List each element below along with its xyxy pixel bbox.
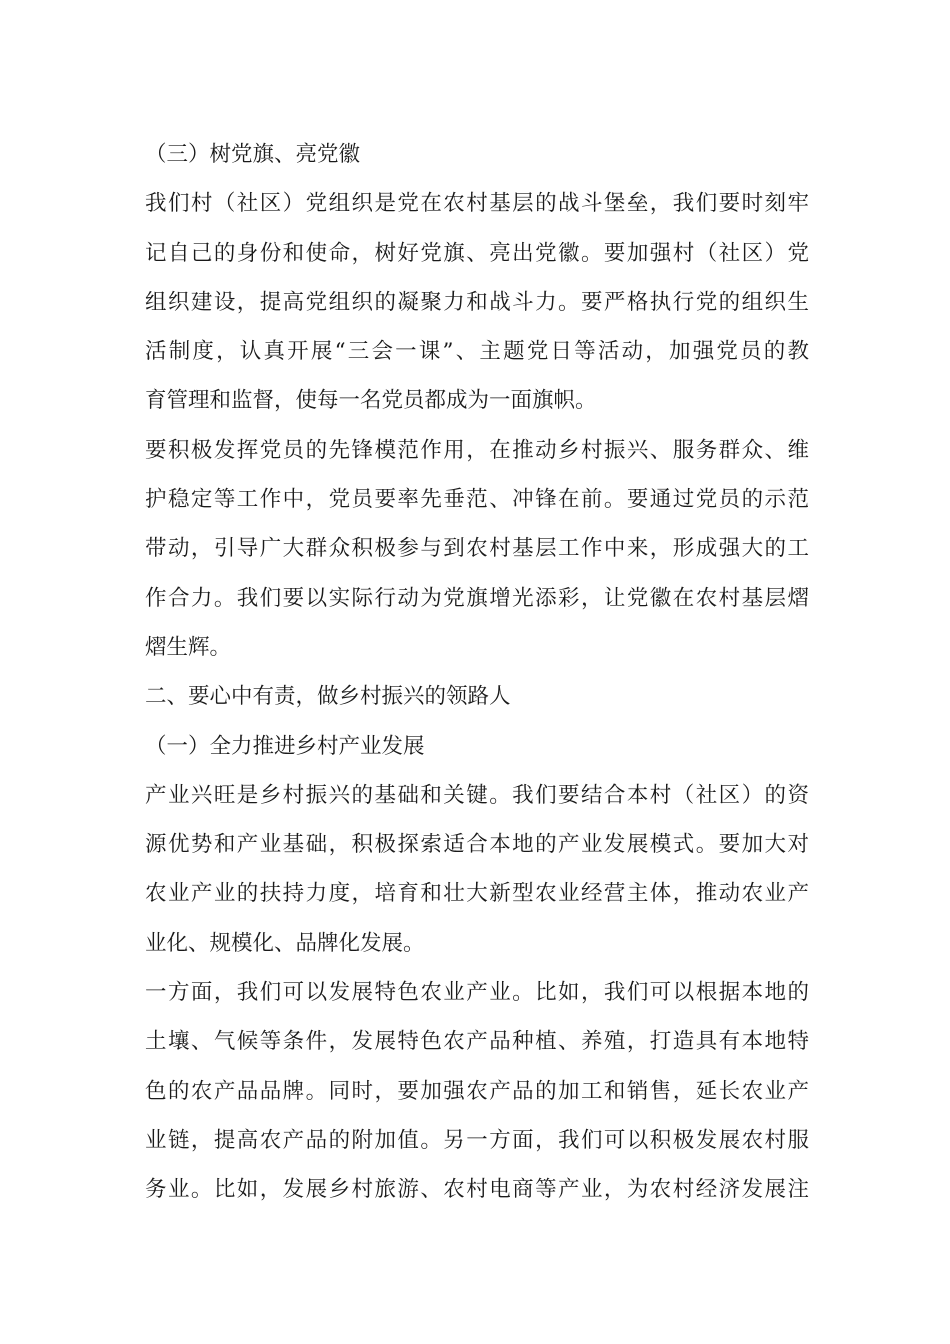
paragraph-line: 业链，提高农产品的附加值。另一方面，我们可以积极发展农村服 (145, 1127, 809, 1153)
paragraph-line: 源优势和产业基础，积极探索适合本地的产业发展模式。要加大对 (145, 832, 809, 858)
paragraph-line: 组织建设，提高党组织的凝聚力和战斗力。要严格执行党的组织生 (145, 289, 809, 315)
heading-subsection: （一）全力推进乡村产业发展 (145, 733, 425, 759)
paragraph-line: 要积极发挥党员的先锋模范作用，在推动乡村振兴、服务群众、维 (145, 437, 809, 463)
heading-section: 二、要心中有责，做乡村振兴的领路人 (145, 684, 511, 710)
document-page (145, 130, 809, 1215)
paragraph-line: 熠生辉。 (145, 634, 232, 660)
paragraph-line: 土壤、气候等条件，发展特色农产品种植、养殖，打造具有本地特 (145, 1029, 809, 1055)
paragraph-line: 一方面，我们可以发展特色农业产业。比如，我们可以根据本地的 (145, 980, 809, 1006)
paragraph-line: 带动，引导广大群众积极参与到农村基层工作中来，形成强大的工 (145, 536, 809, 562)
paragraph-line: 我们村（社区）党组织是党在农村基层的战斗堡垒，我们要时刻牢 (145, 191, 809, 217)
document-body (145, 130, 809, 1215)
paragraph-line: 业化、规模化、品牌化发展。 (145, 930, 425, 956)
paragraph-line: 色的农产品品牌。同时，要加强农产品的加工和销售，延长农业产 (145, 1078, 809, 1104)
paragraph-line: 产业兴旺是乡村振兴的基础和关键。我们要结合本村（社区）的资 (145, 782, 809, 808)
paragraph-line: 务业。比如，发展乡村旅游、农村电商等产业，为农村经济发展注 (145, 1177, 809, 1203)
heading-subsection: （三）树党旗、亮党徽 (145, 142, 361, 167)
paragraph-line: 活制度，认真开展“三会一课”、主题党日等活动，加强党员的教 (145, 339, 809, 365)
paragraph-line: 农业产业的扶持力度，培育和壮大新型农业经营主体，推动农业产 (145, 881, 809, 907)
paragraph-line: 育管理和监督，使每一名党员都成为一面旗帜。 (145, 388, 597, 414)
paragraph-line: 记自己的身份和使命，树好党旗、亮出党徽。要加强村（社区）党 (145, 240, 809, 266)
paragraph-line: 护稳定等工作中，党员要率先垂范、冲锋在前。要通过党员的示范 (145, 487, 809, 513)
paragraph-line: 作合力。我们要以实际行动为党旗增光添彩，让党徽在农村基层熠 (145, 585, 809, 611)
